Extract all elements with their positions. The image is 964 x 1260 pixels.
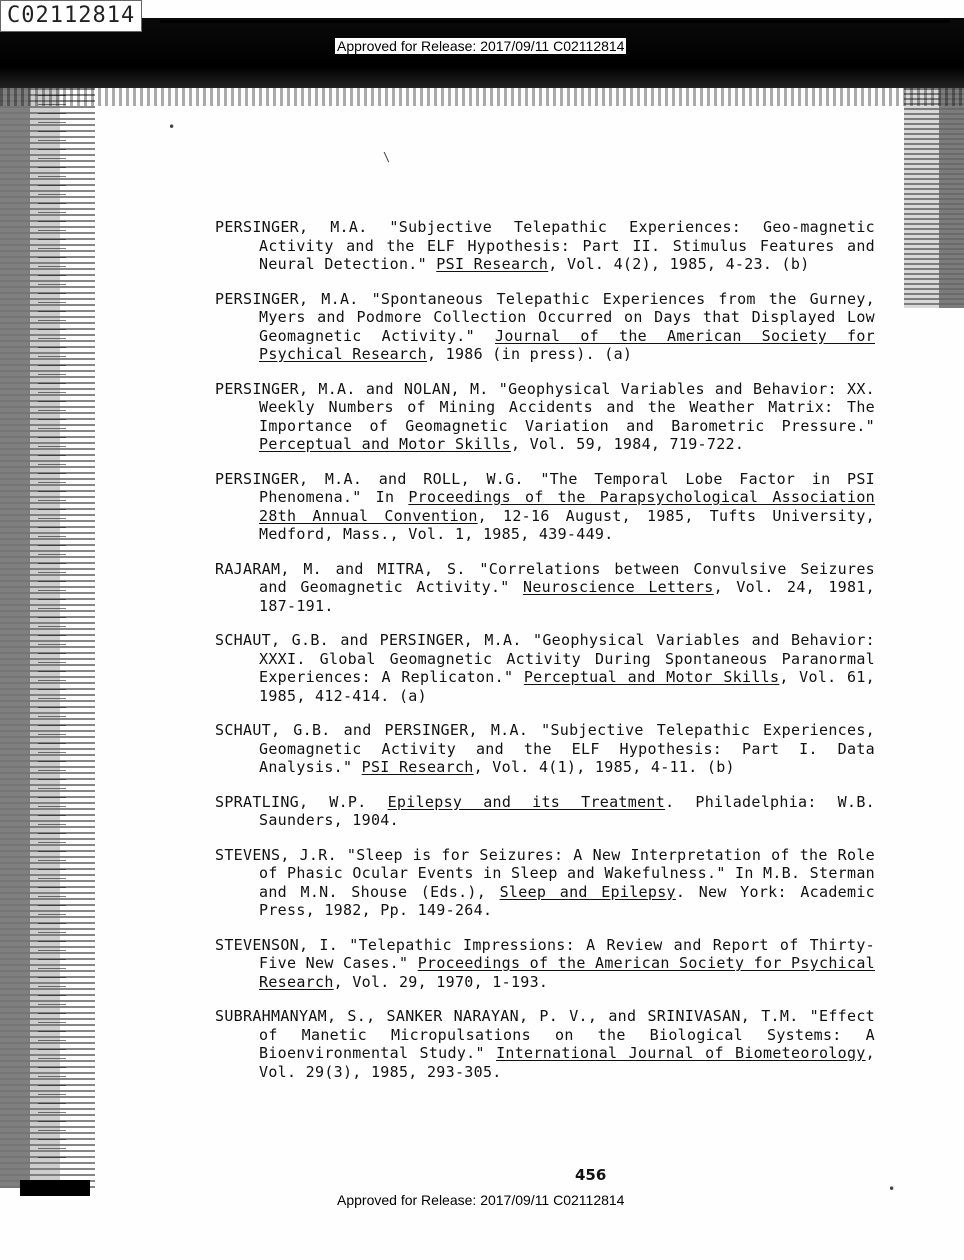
reference-author: RAJARAM, M. and MITRA, S. — [215, 559, 466, 578]
reference-entry — [215, 846, 875, 920]
reference-source-title: PSI Research — [361, 758, 474, 776]
reference-source-title: Sleep and Epilepsy — [499, 882, 676, 901]
reference-text: "Correlations between Convulsive Seizures and Geomagnetic Activity." — [259, 559, 875, 596]
scan-speck: \ — [383, 150, 391, 164]
reference-text: "Spontaneous Telepathic Experiences from the Gurney, Myers and Podmore Collection Occurred on Days that Displayed Low Geomagnetic Activity." — [259, 289, 875, 345]
reference-source-title: PSI Research — [436, 255, 549, 273]
scan-bottom-left-mark — [20, 1180, 90, 1196]
scan-right-edge-noise — [904, 88, 964, 308]
reference-text — [367, 793, 388, 811]
reference-entry — [215, 1007, 875, 1081]
reference-source-title: Perceptual and Motor Skills — [523, 668, 780, 686]
scan-speck: • — [888, 1182, 896, 1196]
reference-source-title: International Journal of Biometeorology — [496, 1044, 866, 1062]
reference-author: PERSINGER, M.A. — [215, 218, 368, 236]
reference-text: "Sleep is for Seizures: A New Interpretation of the Role of Phasic Ocular Events in Sleep and Wakefulness." In M.B. Sterman and M.N. Shouse (Eds.), — [259, 845, 875, 901]
reference-source-title: Proceedings of the American Society for Psychical Research — [259, 954, 875, 991]
reference-author: PERSINGER, M.A. and NOLAN, M. — [215, 379, 489, 398]
reference-entry — [215, 470, 875, 544]
reference-source-title: Neuroscience Letters — [523, 578, 714, 596]
reference-author: STEVENS, J.R. — [215, 845, 337, 864]
reference-text: "Telepathic Impressions: A Review and Report of Thirty-Five New Cases." — [259, 935, 875, 972]
reference-author: PERSINGER, M.A. — [215, 289, 359, 308]
reference-entry — [215, 290, 875, 364]
reference-source-title: Proceedings of the Parapsychological Association 28th Annual Convention — [259, 488, 875, 525]
reference-list — [215, 218, 875, 1097]
reference-details: . New York: Academic Press, 1982, Pp. 149-264. — [259, 882, 875, 919]
reference-source-title: Epilepsy and its Treatment — [387, 792, 666, 811]
reference-text: "Subjective Telepathic Experiences, Geomagnetic Activity and the ELF Hypothesis: Part I. Data Analysis." — [259, 721, 875, 776]
reference-entry — [215, 721, 875, 777]
reference-entry — [215, 218, 875, 274]
reference-author: PERSINGER, M.A. and ROLL, W.G. — [215, 469, 524, 488]
reference-entry — [215, 560, 875, 616]
reference-source-title: Journal of the American Society for Psychical Research — [259, 326, 875, 363]
reference-author: SCHAUT, G.B. and PERSINGER, M.A. — [215, 631, 522, 649]
reference-text: "Geophysical Variables and Behavior: XXXI. Global Geomagnetic Activity During Spontaneous Paranormal Experiences: A Replicaton." — [259, 631, 875, 686]
reference-source-title: Perceptual and Motor Skills — [259, 435, 511, 453]
reference-details: , Vol. 24, 1981, 187-191. — [259, 578, 875, 615]
release-stamp-bottom: Approved for Release: 2017/09/11 C02112814 — [337, 1192, 625, 1208]
release-stamp-top: Approved for Release: 2017/09/11 C02112814 — [337, 38, 625, 54]
reference-entry — [215, 793, 875, 830]
reference-entry — [215, 380, 875, 454]
reference-details: , Vol. 29(3), 1985, 293-305. — [259, 1044, 875, 1081]
reference-details: , 12-16 August, 1985, Tufts University, Medford, Mass., Vol. 1, 1985, 439-449. — [259, 506, 875, 543]
reference-details: . Philadelphia: W.B. Saunders, 1904. — [259, 792, 875, 829]
reference-text: "Subjective Telepathic Experiences: Geo-magnetic Activity and the ELF Hypothesis: Part II. Stimulus Features and Neural Detection." — [259, 218, 875, 273]
reference-author: SPRATLING, W.P. — [215, 792, 367, 811]
reference-author: SCHAUT, G.B. and PERSINGER, M.A. — [215, 721, 529, 739]
page-number: 456 — [575, 1166, 607, 1184]
scan-speck: • — [168, 120, 176, 134]
reference-text: "Effect of Manetic Micropulsations on the Biological Systems: A Bioenvironmental Study." — [259, 1007, 875, 1062]
reference-text: "The Temporal Lobe Factor in PSI Phenomena." In — [259, 469, 875, 506]
reference-details: , Vol. 59, 1984, 719-722. — [510, 435, 745, 453]
reference-entry — [215, 631, 875, 705]
scan-left-edge-streaks — [38, 95, 66, 1165]
reference-details: , 1986 (in press). (a) — [426, 345, 633, 363]
reference-author: SUBRAHMANYAM, S., SANKER NARAYAN, P. V., and SRINIVASAN, T.M. — [215, 1007, 799, 1025]
reference-text: "Geophysical Variables and Behavior: XX. Weekly Numbers of Mining Accidents and the Weather Matrix: The Importance of Geomagnetic Variation and Barometric Pressure." — [259, 379, 876, 435]
reference-details: , Vol. 29, 1970, 1-193. — [333, 972, 549, 991]
scan-top-line — [160, 20, 950, 23]
document-id-stamp: C02112814 — [0, 0, 142, 32]
reference-details: , Vol. 61, 1985, 412-414. (a) — [259, 668, 876, 705]
reference-details: , Vol. 4(1), 1985, 4-11. (b) — [473, 758, 735, 776]
reference-author: STEVENSON, I. — [215, 935, 339, 954]
reference-details: , Vol. 4(2), 1985, 4-23. (b) — [548, 255, 810, 273]
reference-entry — [215, 936, 875, 992]
